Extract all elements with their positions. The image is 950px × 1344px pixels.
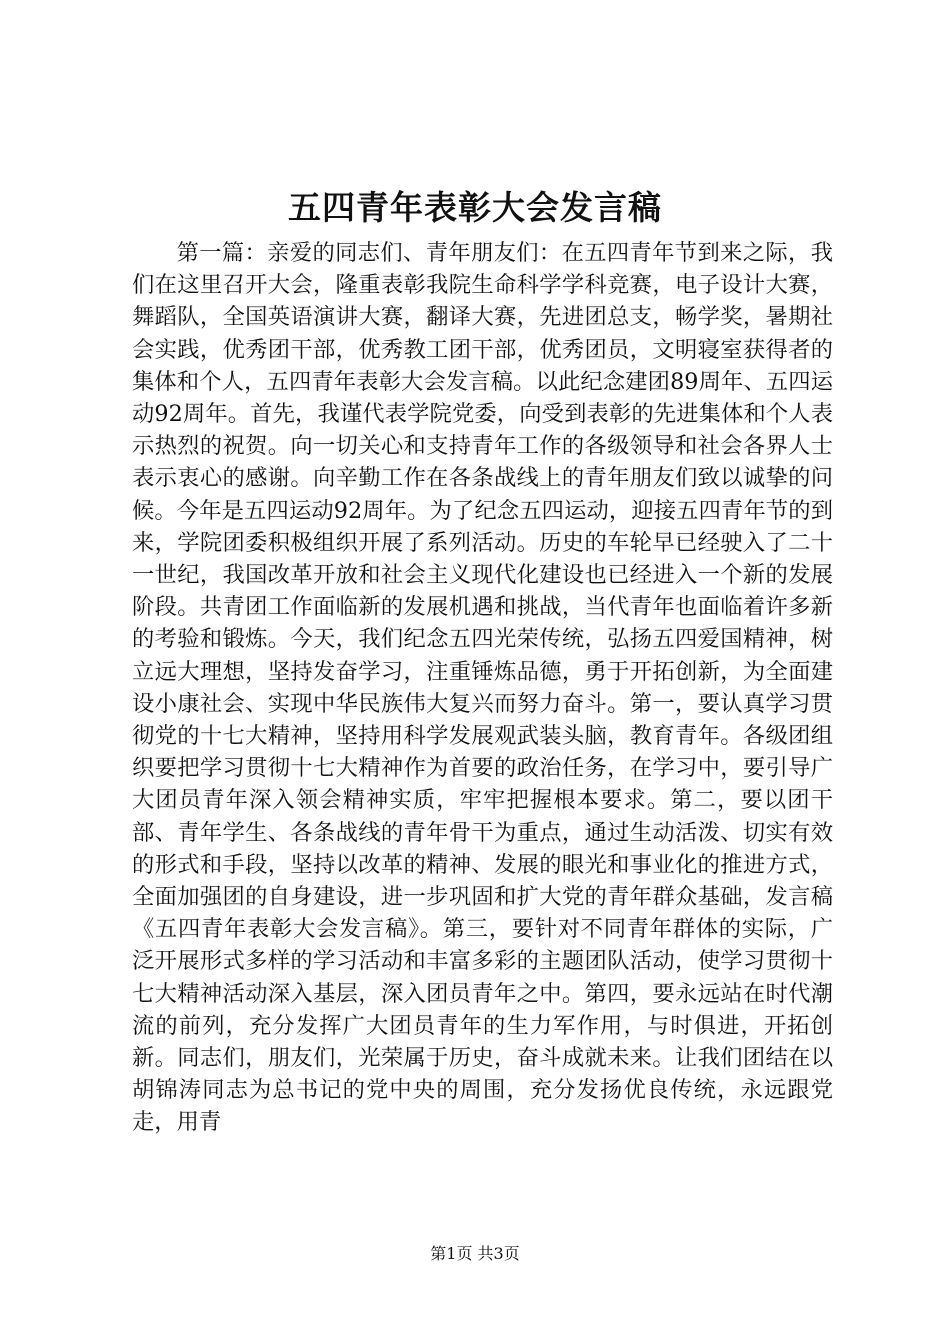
document-title: 五四青年表彰大会发言稿 [288, 188, 662, 227]
page-footer: 第1页 共3页 [430, 1244, 520, 1263]
document-body: 第一篇：亲爱的同志们、青年朋友们：在五四青年节到来之际，我们在这里召开大会，隆重表彰我院生命科学学科竞赛，电子设计大赛，舞蹈队，全国英语演讲大赛，翻译大赛，先进团总支，畅学奖，暑期社会实践，优秀团干部，优秀教工团干部，优秀团员，文明寝室获得者的集体和个人，五四青年表彰大会发言稿。以此纪念建团89周年、五四运动92周年。首先，我谨代表学院党委，向受到表彰的先进集体和个人表示热烈的祝贺。向一切关心和支持青年工作的各级领导和社会各界人士表示衷心的感谢。向辛勤工作在各条战线上的青年朋友们致以诚挚的问候。今年是五四运动92周年。为了纪念五四运动，迎接五四青年节的到来，学院团委积极组织开展了系列活动。历史的车轮早已经驶入了二十一世纪，我国改革开放和社会主义现代化建设也已经进入一个新的发展阶段。共青团工作面临新的发展机遇和挑战，当代青年也面临着许多新的考验和锻炼。今天，我们纪念五四光荣传统，弘扬五四爱国精神，树立远大理想，坚持发奋学习，注重锤炼品德，勇于开拓创新，为全面建设小康社会、实现中华民族伟大复兴而努力奋斗。第一，要认真学习贯彻党的十七大精神，坚持用科学发展观武装头脑，教育青年。各级团组织要把学习贯彻十七大精神作为首要的政治任务，在学习中，要引导广大团员青年深入领会精神实质，牢牢把握根本要求。第二，要以团干部、青年学生、各条战线的青年骨干为重点，通过生动活泼、切实有效的形式和手段，坚持以改革的精神、发展的眼光和事业化的推进方式，全面加强团的自身建设，进一步巩固和扩大党的青年群众基础，发言稿《五四青年表彰大会发言稿》。第三，要针对不同青年群体的实际，广泛开展形式多样的学习活动和丰富多彩的主题团队活动，使学习贯彻十七大精神活动深入基层，深入团员青年之中。第四，要永远站在时代潮流的前列，充分发挥广大团员青年的生力军作用，与时俱进，开拓创新。同志们，朋友们，光荣属于历史，奋斗成就未来。让我们团结在以胡锦涛同志为总书记的党中央的周围，充分发扬优良传统，永远跟党走，用青 [132, 240, 833, 1136]
